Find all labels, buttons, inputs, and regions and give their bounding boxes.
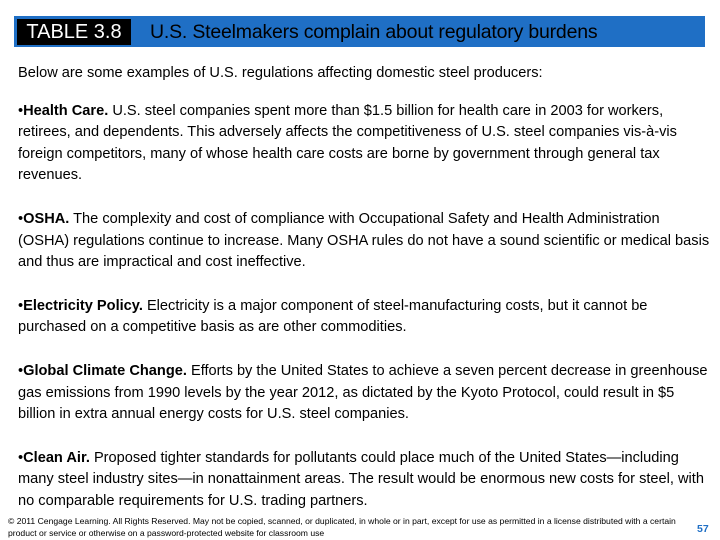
item-text: The complexity and cost of compliance with Occupational Safety and Health Administration (OSHA) regulations continue to increase. Many OSHA rules do not have a sound scientific or medical basis and thus are impractical and cost ineffective. (18, 210, 710, 271)
list-item-health-care (18, 101, 710, 187)
page-number: 57 (697, 523, 709, 535)
bullet: • (18, 210, 24, 227)
item-term: Health Care. (23, 102, 109, 119)
item-term: Global Climate Change. (23, 362, 187, 379)
bullet: • (18, 449, 24, 466)
page-title: U.S. Steelmakers complain about regulatory burdens (150, 21, 598, 43)
bullet: • (18, 362, 24, 379)
item-text: Proposed tighter standards for pollutants could place much of the United States—including many steel industry sites—in nonattainment areas. The result would be enormous new costs for steel, with no comparable requirements for U.S. trading partners. (18, 449, 704, 509)
item-term: Electricity Policy. (23, 297, 143, 314)
item-text: Efforts by the United States to achieve a seven percent decrease in greenhouse gas emissions from 1990 levels by the year 2012, as dictated by the Kyoto Protocol, could result in $5 billion in extra annual energy costs for U.S. steel companies. (18, 362, 708, 423)
item-term: Clean Air. (23, 449, 90, 466)
content-body (18, 63, 710, 535)
bullet: • (18, 102, 24, 119)
list-item-clean-air (18, 448, 710, 513)
bullet: • (18, 297, 24, 314)
item-text: U.S. steel companies spent more than $1.5 billion for health care in 2003 for workers, retirees, and dependents. This adversely affects the competitiveness of U.S. steel companies vis-à-vis foreign competitors, many of whose health care costs are borne by government through general tax revenues. (18, 102, 677, 184)
table-label: TABLE 3.8 (17, 19, 131, 45)
list-item-electricity-policy (18, 296, 710, 339)
intro-text: Below are some examples of U.S. regulations affecting domestic steel producers: (18, 65, 543, 81)
list-item-global-climate-change (18, 361, 710, 426)
item-text: Electricity is a major component of steel-manufacturing costs, but it cannot be purchased on a competitive basis as are other commodities. (18, 297, 648, 336)
list-item-osha (18, 209, 710, 274)
item-term: OSHA. (23, 210, 70, 227)
copyright-notice: © 2011 Cengage Learning. All Rights Reserved. May not be copied, scanned, or duplicated, in whole or in part, except for use as permitted in a license distributed with a certain product or service or otherwise on a password-protected website for classroom use (8, 516, 676, 538)
